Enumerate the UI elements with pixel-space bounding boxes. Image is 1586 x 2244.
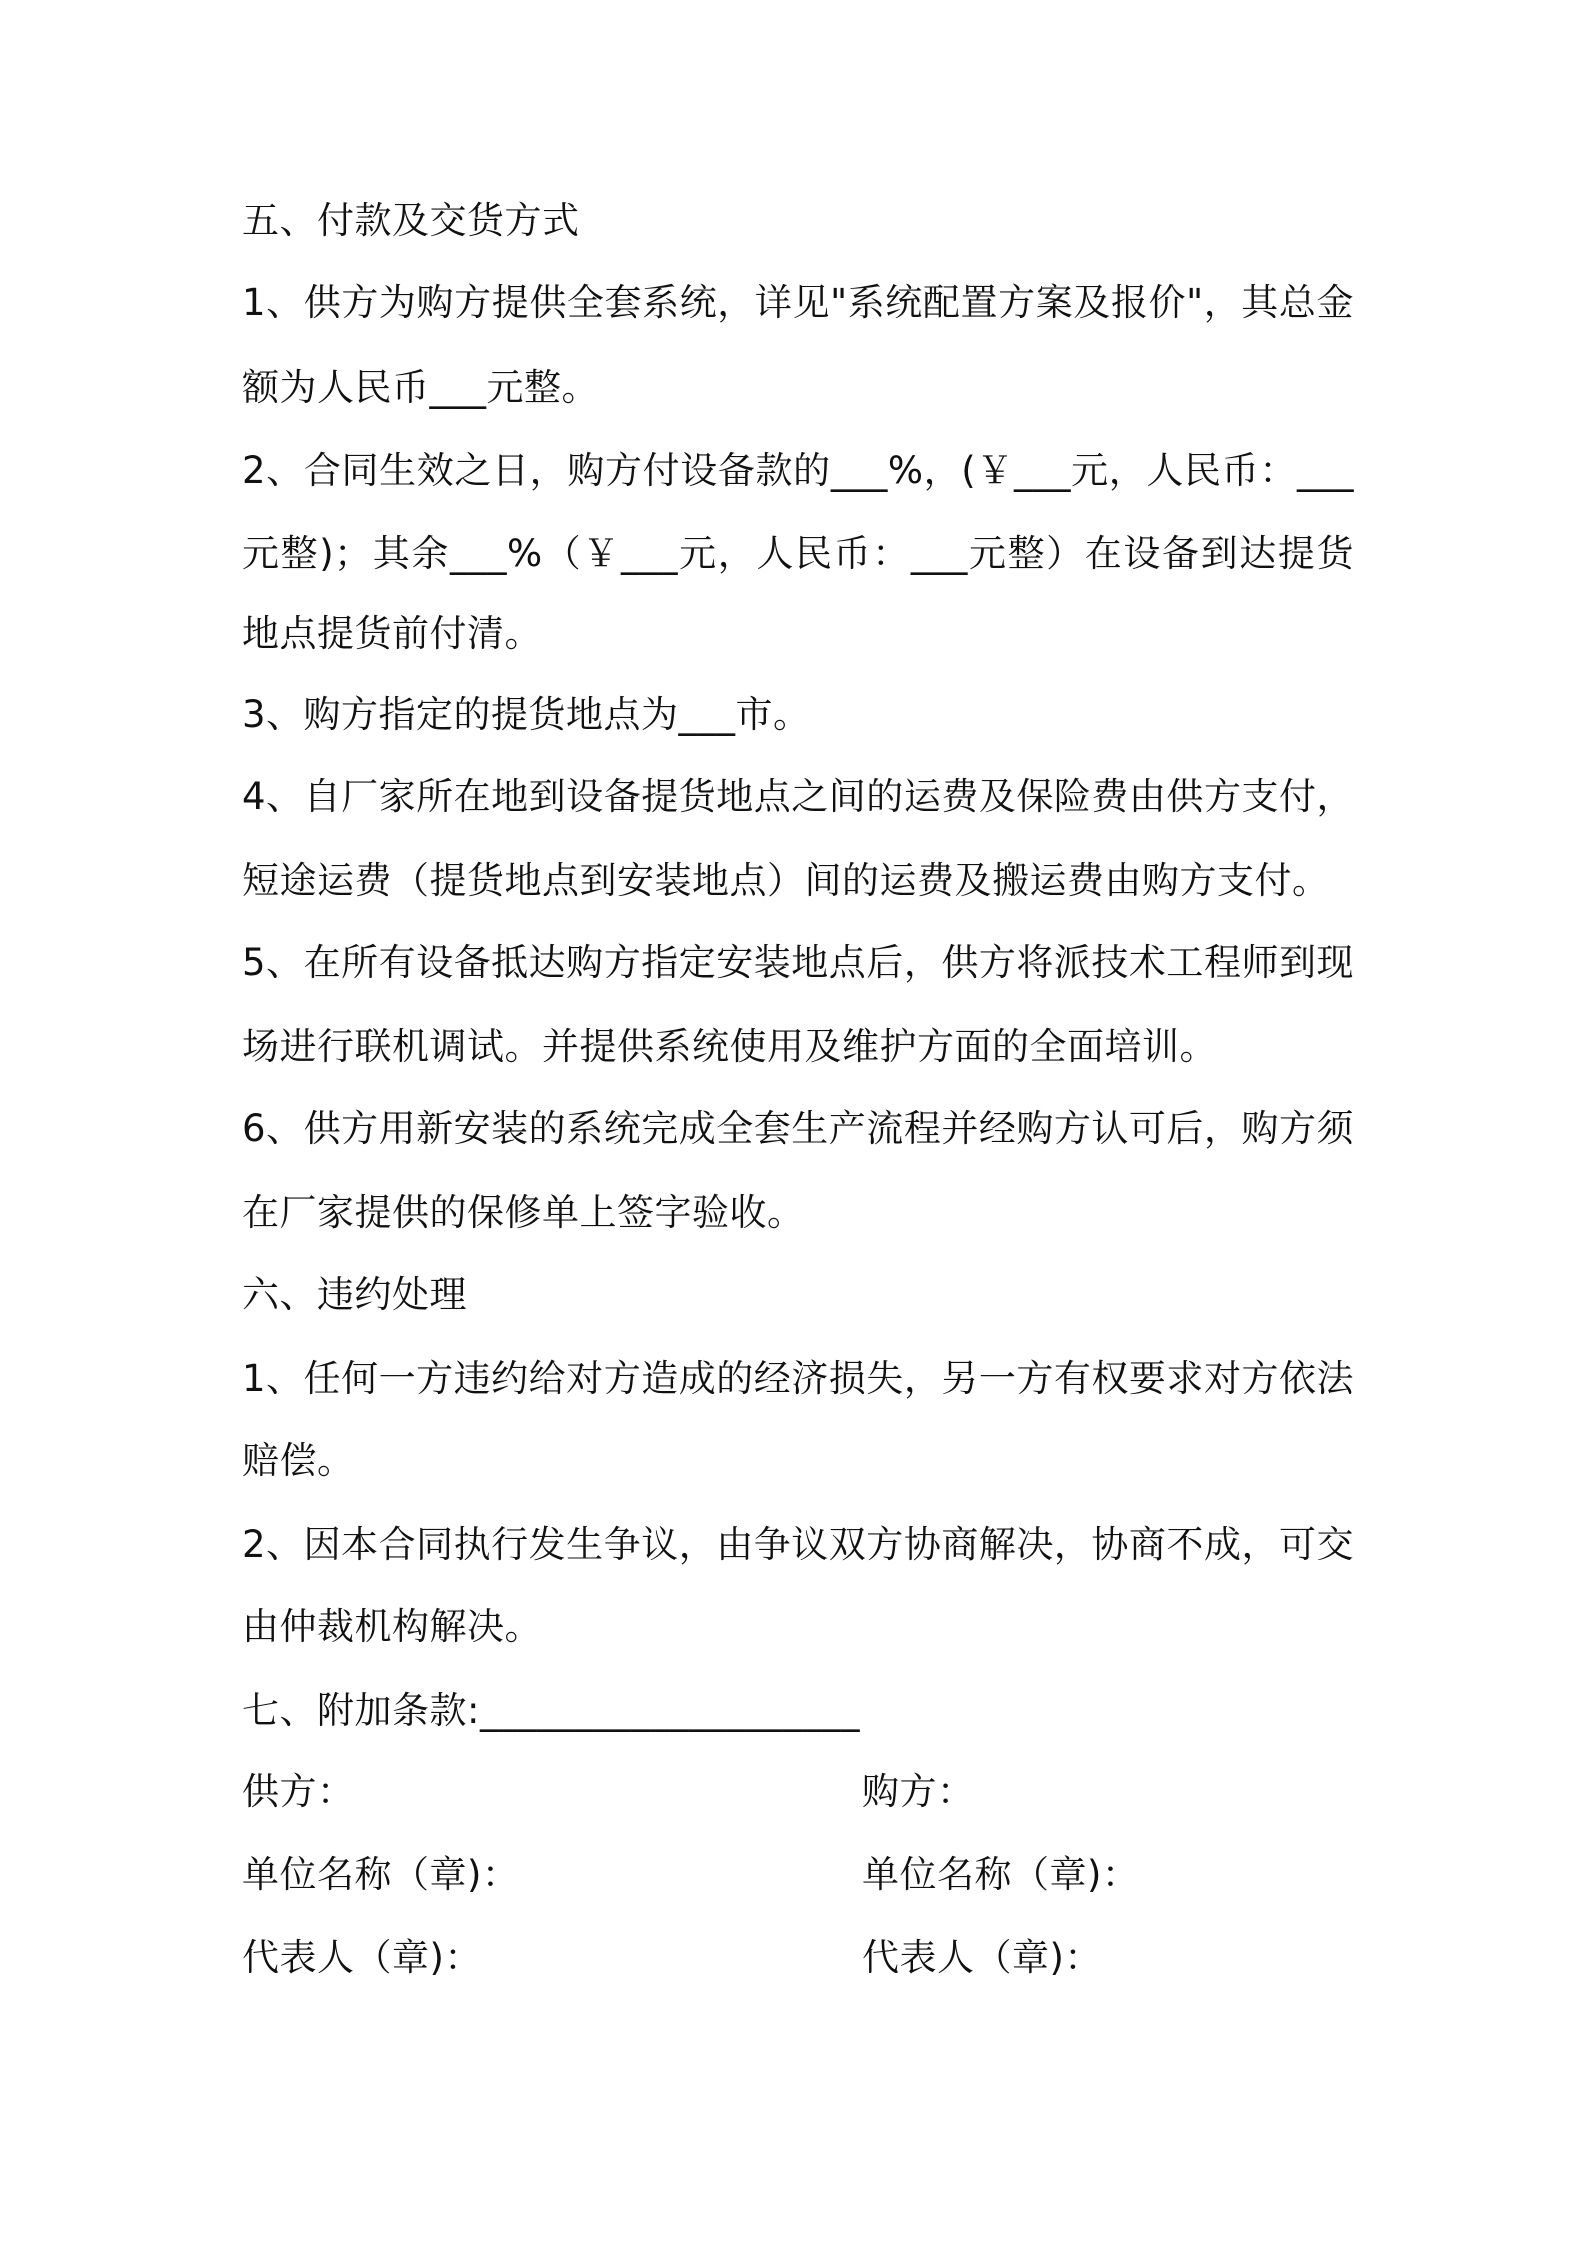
section5-item4-line1: 4、自厂家所在地到设备提货地点之间的运费及保险费由供方支付， xyxy=(242,775,1354,818)
section5-item2-line2: 元整)；其余___%（￥___元，人民币：___元整）在设备到达提货 xyxy=(242,532,1354,575)
section7-heading: 七、附加条款:____________________ xyxy=(242,1689,860,1732)
section6-heading: 六、违约处理 xyxy=(242,1273,467,1316)
supplier-label: 供方： xyxy=(242,1770,355,1813)
section6-item1-line2: 赔偿。 xyxy=(242,1439,355,1482)
section6-item2-line2: 由仲裁机构解决。 xyxy=(242,1605,542,1648)
section6-item2-line1: 2、因本合同执行发生争议，由争议双方协商解决，协商不成，可交 xyxy=(242,1523,1354,1566)
section5-item6-line2: 在厂家提供的保修单上签字验收。 xyxy=(242,1191,805,1234)
buyer-representative: 代表人（章)： xyxy=(862,1936,1102,1979)
section5-item5-line2: 场进行联机调试。并提供系统使用及维护方面的全面培训。 xyxy=(242,1025,1217,1068)
section5-item3: 3、购方指定的提货地点为___市。 xyxy=(242,693,811,736)
section5-heading: 五、付款及交货方式 xyxy=(242,199,580,242)
section5-item1-line1: 1、供方为购方提供全套系统，详见"系统配置方案及报价"，其总金 xyxy=(242,281,1354,324)
section5-item2-line3: 地点提货前付清。 xyxy=(242,612,542,655)
section5-item6-line1: 6、供方用新安装的系统完成全套生产流程并经购方认可后，购方须 xyxy=(242,1107,1354,1150)
supplier-representative: 代表人（章)： xyxy=(242,1936,482,1979)
buyer-label: 购方： xyxy=(862,1770,975,1813)
section5-item5-line1: 5、在所有设备抵达购方指定安装地点后，供方将派技术工程师到现 xyxy=(242,941,1354,984)
section5-item1-line2: 额为人民币___元整。 xyxy=(242,366,599,409)
section5-item2-line1: 2、合同生效之日，购方付设备款的___%，(￥___元，人民币：___ xyxy=(242,449,1354,492)
supplier-unit-name: 单位名称（章)： xyxy=(242,1853,520,1896)
section6-item1-line1: 1、任何一方违约给对方造成的经济损失，另一方有权要求对方依法 xyxy=(242,1357,1354,1400)
buyer-unit-name: 单位名称（章)： xyxy=(862,1853,1140,1896)
section5-item4-line2: 短途运费（提货地点到安装地点）间的运费及搬运费由购方支付。 xyxy=(242,859,1330,902)
